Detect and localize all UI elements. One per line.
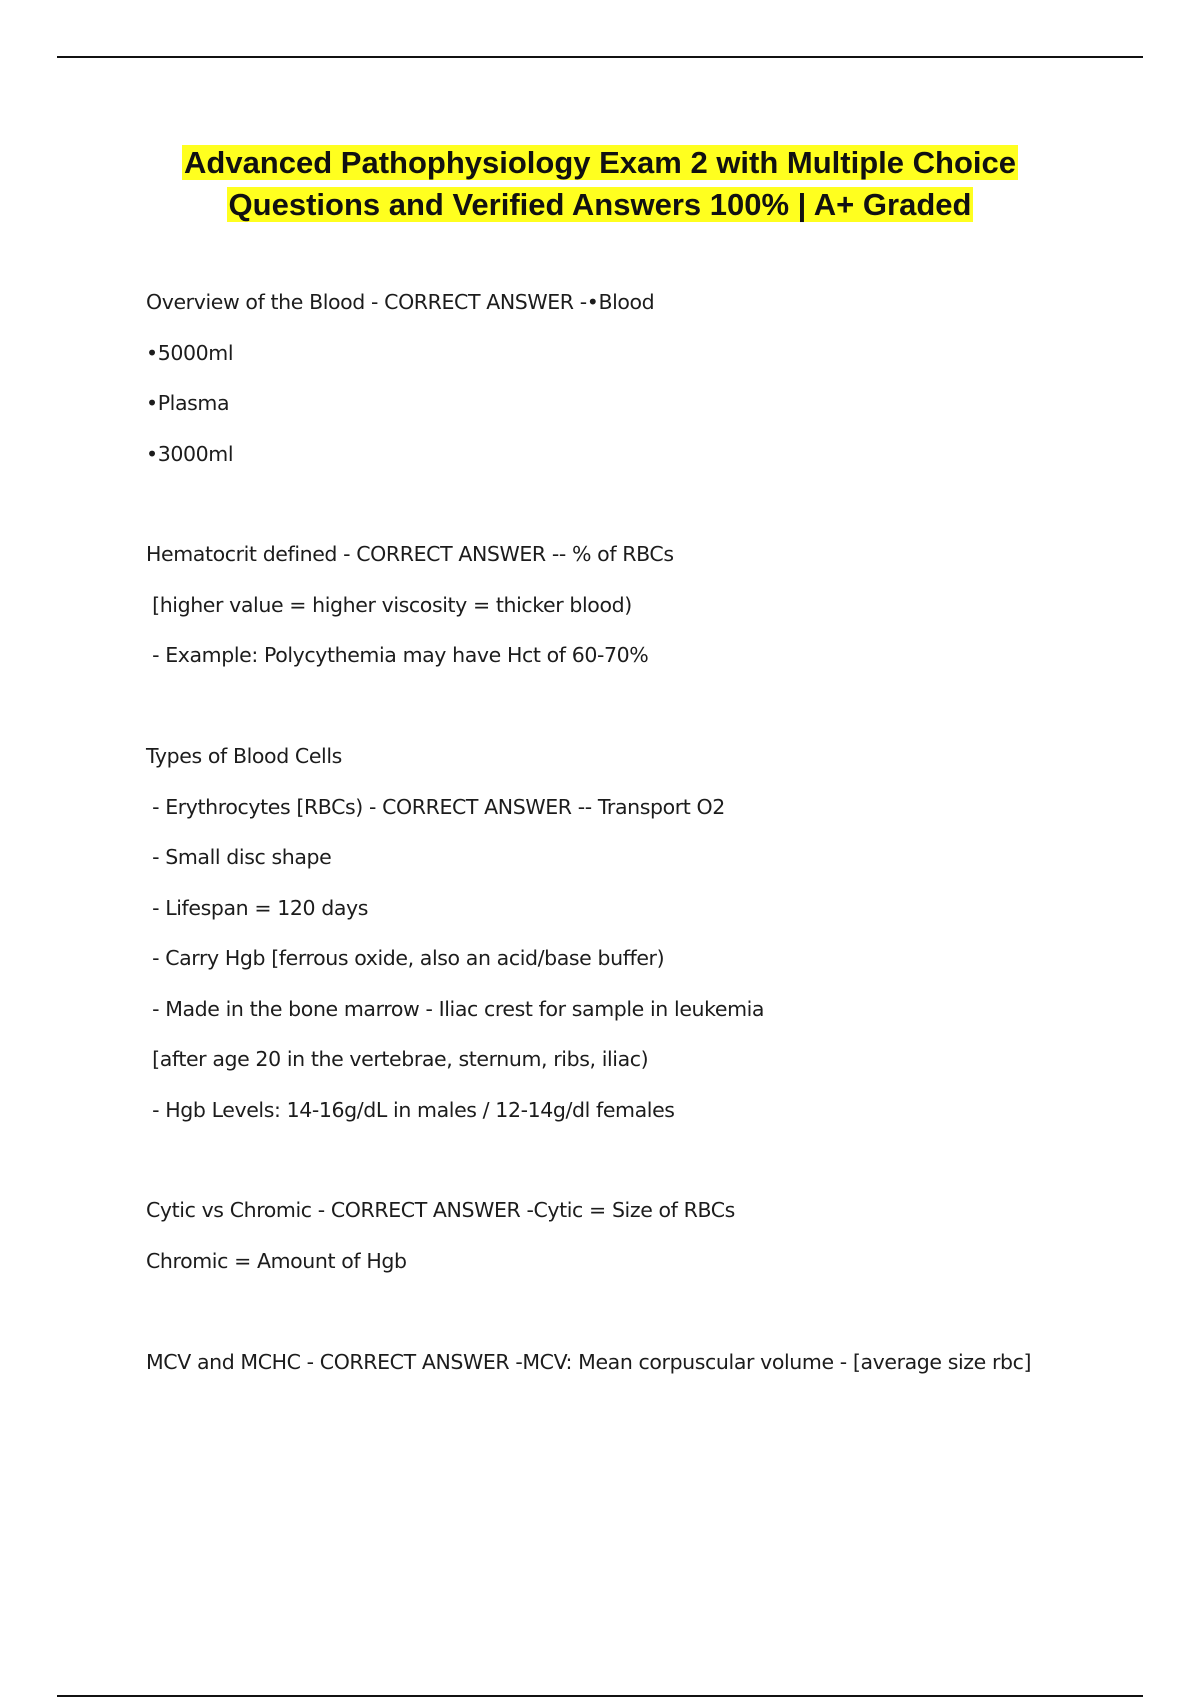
text-line: - Carry Hgb [ferrous oxide, also an acid/base buffer) [146,946,665,970]
text-line: Types of Blood Cells [146,744,342,768]
header-rule [57,56,1143,58]
text-line: Cytic vs Chromic - CORRECT ANSWER -Cytic = Size of RBCs [146,1198,735,1222]
text-line: - Erythrocytes [RBCs) - CORRECT ANSWER -- Transport O2 [146,795,725,819]
text-line: [after age 20 in the vertebrae, sternum, ribs, iliac) [146,1047,649,1071]
text-line: MCV and MCHC - CORRECT ANSWER -MCV: Mean corpuscular volume - [average size rbc] [146,1350,1032,1374]
title-line-1: Advanced Pathophysiology Exam 2 with Multiple Choice [184,145,1016,180]
text-line: Chromic = Amount of Hgb [146,1249,407,1273]
footer-rule [57,1695,1143,1697]
text-line: •5000ml [146,341,234,365]
text-line: Overview of the Blood - CORRECT ANSWER -•Blood [146,290,655,314]
text-line: Hematocrit defined - CORRECT ANSWER -- % of RBCs [146,542,674,566]
title-line-2: Questions and Verified Answers 100% | A+ Graded [228,187,972,222]
text-line: - Small disc shape [146,845,332,869]
text-line: - Example: Polycythemia may have Hct of 60-70% [146,643,649,667]
text-line: - Lifespan = 120 days [146,896,369,920]
document-title [0,142,1200,226]
text-line: •3000ml [146,442,234,466]
text-line: - Made in the bone marrow - Iliac crest for sample in leukemia [146,997,765,1021]
text-line: [higher value = higher viscosity = thicker blood) [146,593,632,617]
text-line: - Hgb Levels: 14-16g/dL in males / 12-14g/dl females [146,1098,675,1122]
text-line: •Plasma [146,391,230,415]
